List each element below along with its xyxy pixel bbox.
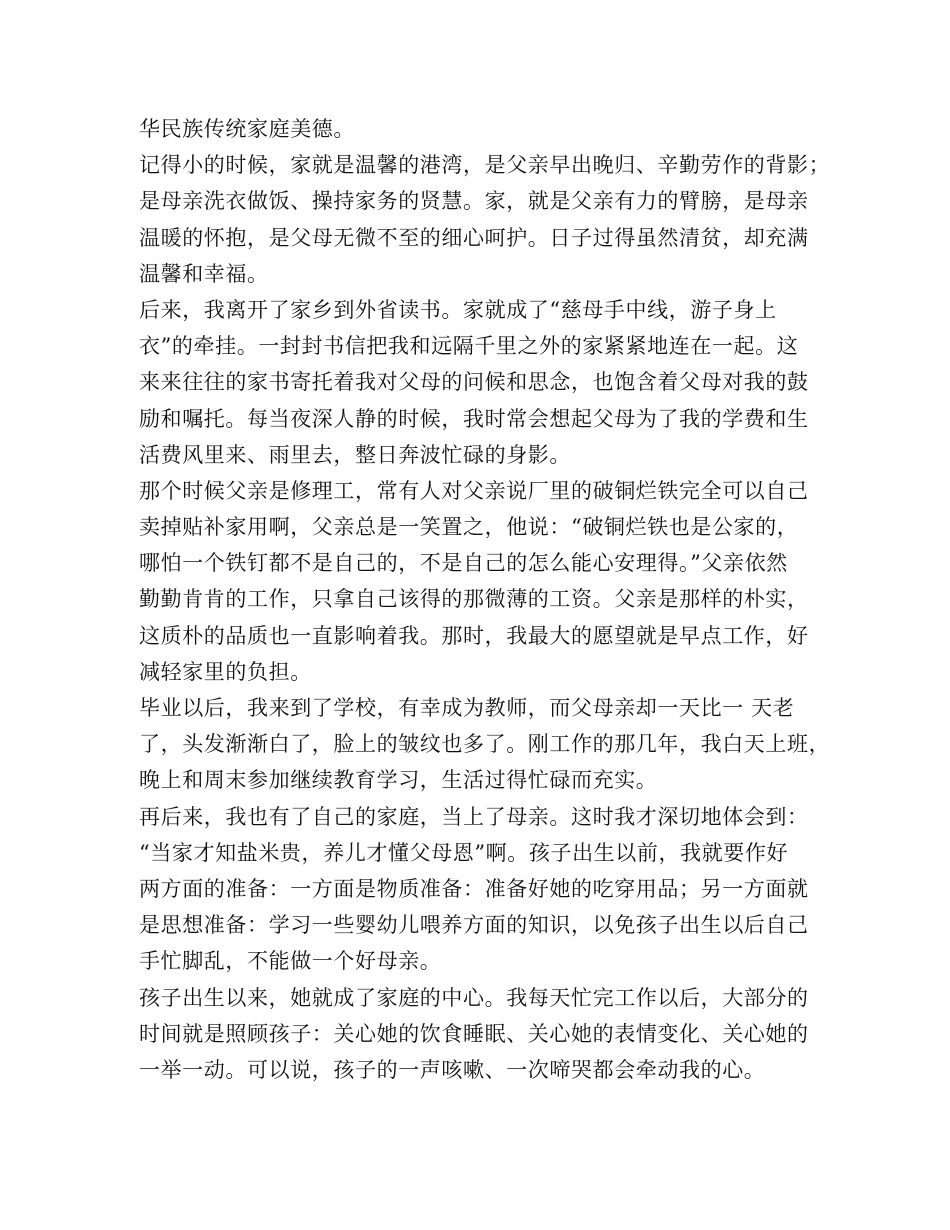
- text-line: 再后来，我也有了自己的家庭，当上了母亲。这时我才深切地体会到：: [139, 804, 809, 829]
- text-line: 活费风里来、雨里去，整日奔波忙碌的身影。: [139, 442, 571, 467]
- text-line: 毕业以后，我来到了学校，有幸成为教师，而父母亲却一天比一 天老: [139, 696, 795, 720]
- text-line: 时间就是照顾孩子：关心她的饮食睡眠、关心她的表情变化、关心她的: [139, 1021, 809, 1046]
- text-line: 是母亲洗衣做饭、操持家务的贤慧。家，就是父亲有力的臂膀，是母亲: [139, 189, 809, 214]
- text-line: 手忙脚乱，不能做一个好母亲。: [139, 949, 442, 974]
- text-line: 是思想准备：学习一些婴幼儿喂养方面的知识，以免孩子出生以后自己: [139, 913, 809, 938]
- text-line: 哪怕一个铁钉都不是自己的，不是自己的怎么能心安理得。”父亲依然: [139, 551, 788, 576]
- text-line: 卖掉贴补家用啊，父亲总是一笑置之，他说：“破铜烂铁也是公家的，: [139, 515, 799, 540]
- text-line: 那个时候父亲是修理工，常有人对父亲说厂里的破铜烂铁完全可以自己: [139, 478, 809, 503]
- text-line: 两方面的准备：一方面是物质准备：准备好她的吃穿用品；另一方面就: [139, 876, 809, 901]
- text-line: 孩子出生以来，她就成了家庭的中心。我每天忙完工作以后，大部分的: [139, 985, 809, 1010]
- body-text: [139, 111, 829, 1088]
- text-line: 了，头发渐渐白了，脸上的皱纹也多了。刚工作的那几年，我白天上班，: [139, 732, 831, 757]
- text-line: 晚上和周末参加继续教育学习，生活过得忙碌而充实。: [139, 768, 658, 793]
- text-line: “当家才知盐米贵，养儿才懂父母恩”啊。孩子出生以前，我就要作好: [139, 840, 789, 865]
- text-line: 衣”的牵挂。一封封书信把我和远隔千里之外的家紧紧地连在一起。这: [139, 334, 799, 359]
- text-line: 勤勤肯肯的工作，只拿自己该得的那微薄的工资。父亲是那样的朴实，: [139, 587, 809, 612]
- text-line: 后来，我离开了家乡到外省读书。家就成了“慈母手中线，游子身上: [139, 297, 777, 322]
- text-line: 华民族传统家庭美德。: [139, 117, 355, 141]
- text-line: 温馨和幸福。: [139, 261, 269, 286]
- text-line: 温暖的怀抱，是父母无微不至的细心呵护。日子过得虽然清贫，却充满: [139, 225, 809, 250]
- text-line: 来来往往的家书寄托着我对父母的问候和思念，也饱含着父母对我的鼓: [139, 370, 809, 395]
- text-line: 励和嘱托。每当夜深人静的时候，我时常会想起父母为了我的学费和生: [139, 406, 809, 431]
- text-line: 减轻家里的负担。: [139, 659, 312, 684]
- text-line: 一举一动。可以说，孩子的一声咳嗽、一次啼哭都会牵动我的心。: [139, 1057, 766, 1082]
- text-line: 这质朴的品质也一直影响着我。那时，我最大的愿望就是早点工作，好: [139, 623, 809, 648]
- text-line: 记得小的时候，家就是温馨的港湾，是父亲早出晚归、辛勤劳作的背影；: [139, 153, 831, 178]
